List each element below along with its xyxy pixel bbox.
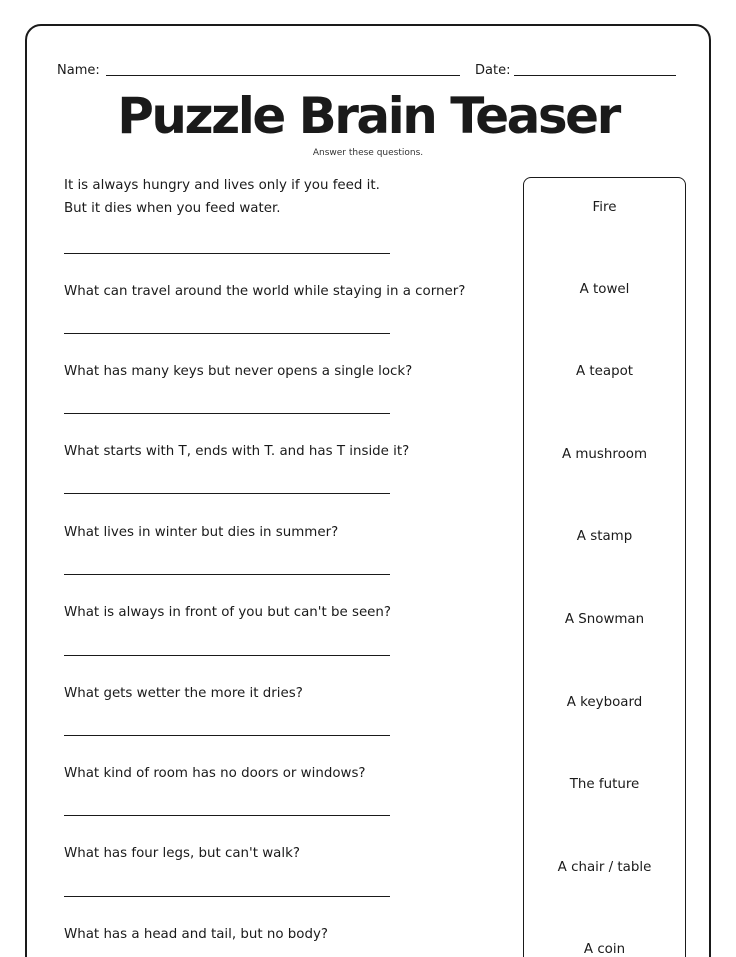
answer-bank-item: A stamp — [576, 529, 633, 544]
answer-bank-item: A Snowman — [564, 612, 645, 627]
date-label: Date: — [475, 63, 511, 78]
question-1 — [64, 174, 504, 220]
answer-line-7[interactable] — [64, 735, 390, 736]
question-7: What gets wetter the more it dries? — [64, 686, 303, 701]
answer-bank-item: A mushroom — [561, 447, 648, 462]
answer-bank-item: A teapot — [575, 364, 634, 379]
answer-bank-item: The future — [569, 777, 640, 792]
answer-bank-item: Fire — [592, 200, 617, 215]
answer-line-1[interactable] — [64, 253, 390, 254]
answer-line-2[interactable] — [64, 333, 390, 334]
question-9: What has four legs, but can't walk? — [64, 846, 300, 861]
header-row — [57, 61, 676, 81]
answer-line-3[interactable] — [64, 413, 390, 414]
question-1-line-1: It is always hungry and lives only if you feed it. — [64, 178, 380, 193]
answer-bank-item: A towel — [579, 282, 630, 297]
name-label: Name: — [57, 63, 100, 78]
page-subtitle: Answer these questions. — [312, 148, 424, 158]
answer-line-8[interactable] — [64, 815, 390, 816]
answer-line-9[interactable] — [64, 896, 390, 897]
answer-line-5[interactable] — [64, 574, 390, 575]
date-field-line[interactable] — [514, 75, 676, 76]
question-5: What lives in winter but dies in summer? — [64, 525, 339, 540]
answer-bank-item: A keyboard — [566, 695, 643, 710]
page-title: Puzzle Brain Teaser — [117, 87, 619, 145]
question-8: What kind of room has no doors or windows? — [64, 766, 366, 781]
answer-bank-item: A coin — [583, 942, 626, 957]
answer-bank-item: A chair / table — [557, 860, 652, 875]
question-2: What can travel around the world while staying in a corner? — [64, 284, 466, 299]
question-4: What starts with T, ends with T. and has T inside it? — [64, 444, 410, 459]
name-field-line[interactable] — [106, 75, 460, 76]
question-3: What has many keys but never opens a single lock? — [64, 364, 413, 379]
answer-line-4[interactable] — [64, 493, 390, 494]
question-1-line-2: But it dies when you feed water. — [64, 201, 281, 216]
answer-line-6[interactable] — [64, 655, 390, 656]
question-6: What is always in front of you but can't be seen? — [64, 605, 392, 620]
question-10: What has a head and tail, but no body? — [64, 927, 329, 942]
